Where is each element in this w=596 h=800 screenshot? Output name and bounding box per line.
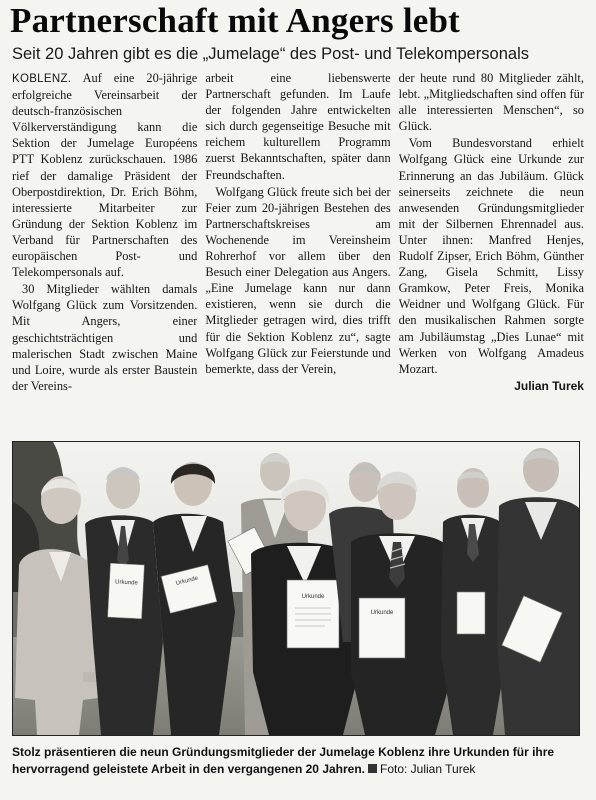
group-photo xyxy=(12,441,580,736)
paragraph: 30 Mitglieder wählten damals Wolfgang Glück zum Vorsitzenden. Mit Angers, einer geschichtsträchtigen und malerischen Stadt zwischen Maine und Loire, wurde als erster Baustein der Vereins- xyxy=(12,282,198,393)
certificate-label: Urkunde xyxy=(114,579,138,587)
paragraph: Wolfgang Glück freute sich bei der Feier zum 20-jährigen Bestehen des Partnerschaftskreises am Wochenende im Vereinsheim Rohrerhof vor allem über den Besuch einer Delegation aus Angers. „Eine Jumelage kann nur dann existieren, wenn sie durch die Mitglieder getragen wird, dies trifft für die Sektion Koblenz zu“, sagte Wolfgang Glück zur Feierstunde und bemerkte, dass der Verein, xyxy=(205,184,391,376)
certificate-label: Urkunde xyxy=(301,594,325,600)
author-byline: Julian Turek xyxy=(514,378,584,393)
caption-text: Stolz präsentieren die neun Gründungsmitglieder der Jumelage Koblenz ihre Urkunden für ihre hervorragend geleistete Arbeit in den vergangenen 20 Jahren. xyxy=(12,745,555,776)
article-column-1 xyxy=(12,70,197,428)
subheadline: Seit 20 Jahren gibt es die „Jumelage“ des Post- und Telekompersonals xyxy=(12,45,529,63)
article-body xyxy=(12,70,584,428)
headline: Partnerschaft mit Angers lebt xyxy=(10,1,460,40)
paragraph: arbeit eine liebenswerte Partnerschaft gefunden. Im Laufe der folgenden Jahre entwickelten sich durch gegenseitige Besuche mit reichem kulturellem Programm zuerst Bekanntschaften, später dann Freundschaften. xyxy=(205,71,391,182)
photo-credit: Foto: Julian Turek xyxy=(380,762,476,776)
certificate-label: Urkunde xyxy=(175,575,199,587)
paragraph: der heute rund 80 Mitglieder zählt, lebt. „Mitgliedschaften sind offen für alle interessierten Menschen“, so Glück. xyxy=(398,71,584,134)
paragraph xyxy=(12,70,197,280)
photo-caption xyxy=(12,744,582,778)
certificate-label: Urkunde xyxy=(370,610,394,616)
article-column-3 xyxy=(399,70,584,428)
group-photo-illustration xyxy=(13,442,579,735)
paragraph: Vom Bundesvorstand erhielt Wolfgang Glück eine Urkunde zur Erinnerung an das Jubiläum. Glück seinerseits zeichnete die neun anwesenden Gründungsmitglieder mit der Silbernen Ehrennadel aus. Unter ihnen: Manfred Henjes, Rudolf Zipser, Erich Böhm, Günther Zang, Gisela Schmitt, Lissy Gramkow, Peter Freis, Monika Weidner und Wolfgang Glück. Für den musikalischen Rahmen sorgte am Jubiläumstag „Dies Lunae“ mit Werken von Wolfgang Amadeus Mozart. xyxy=(398,136,584,376)
caption-square-icon xyxy=(368,764,377,773)
dateline: KOBLENZ. xyxy=(12,73,72,85)
paragraph-text: Auf eine 20-jährige erfolgreiche Vereinsarbeit der deutsch-französischen Völkerverständigung kann die Sektion der Jumelage Européens PTT Koblenz zurückschauen. 1986 rief der damalige Präsident der Oberpostdirektion, Dr. Erich Böhm, interessierte Mitarbeiter zur Gründung der Sektion Koblenz im Verband für Partnerschaften des europäischen Post- und Telekompersonals auf. xyxy=(12,71,198,280)
article-column-2 xyxy=(205,70,390,428)
